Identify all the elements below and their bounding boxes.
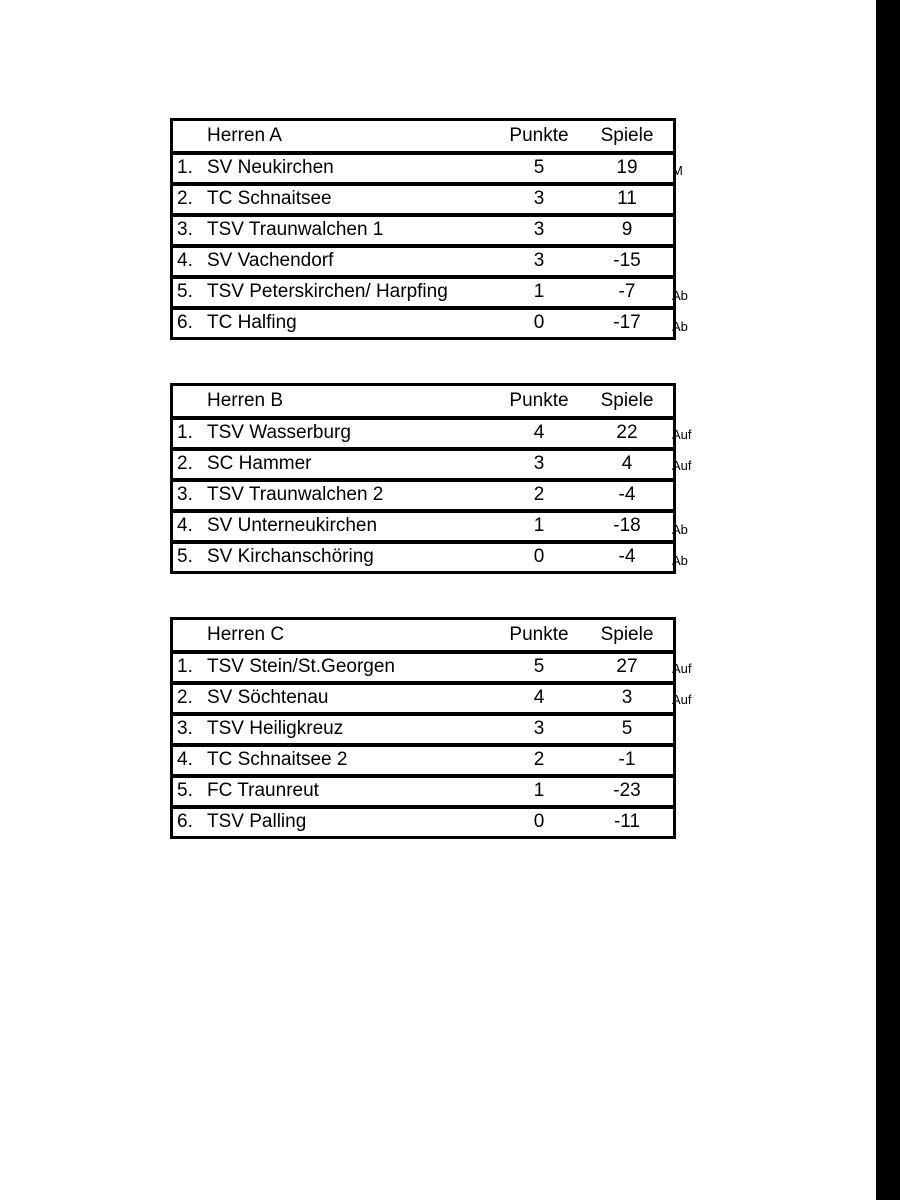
scan-edge xyxy=(876,0,900,1200)
table-row xyxy=(172,153,675,184)
team-name: SV Kirchanschöring xyxy=(207,542,497,573)
games: 5 xyxy=(581,714,675,745)
team-name: FC Traunreut xyxy=(207,776,497,807)
group-title: Herren C xyxy=(207,624,285,645)
team-name: TC Schnaitsee 2 xyxy=(207,745,497,776)
team-name: TC Schnaitsee xyxy=(207,184,497,215)
games-header: Spiele xyxy=(600,125,654,146)
status-marker: Ab xyxy=(672,522,688,537)
table-row xyxy=(172,807,675,838)
team-name: TC Halfing xyxy=(207,308,497,339)
games: 22 xyxy=(581,418,675,449)
points: 4 xyxy=(497,418,581,449)
table-row xyxy=(172,449,675,480)
team-name: SV Söchtenau xyxy=(207,683,497,714)
games: 4 xyxy=(581,449,675,480)
group-title: Herren B xyxy=(207,390,284,411)
status-marker: Auf xyxy=(672,427,692,442)
points: 2 xyxy=(497,480,581,511)
table-row xyxy=(172,745,675,776)
status-marker: Auf xyxy=(672,661,692,676)
rank: 3. xyxy=(172,480,208,511)
points: 1 xyxy=(497,511,581,542)
team-name: TSV Traunwalchen 1 xyxy=(207,215,497,246)
table-header xyxy=(172,619,675,652)
team-name: SV Neukirchen xyxy=(207,153,497,184)
rank: 1. xyxy=(172,652,208,683)
table-row xyxy=(172,776,675,807)
games: -15 xyxy=(581,246,675,277)
games: -7 xyxy=(581,277,675,308)
games: 11 xyxy=(581,184,675,215)
points: 1 xyxy=(497,277,581,308)
table-row xyxy=(172,652,675,683)
table-row xyxy=(172,511,675,542)
standings-table xyxy=(170,118,676,340)
rank: 2. xyxy=(172,683,208,714)
points: 3 xyxy=(497,449,581,480)
team-name: SC Hammer xyxy=(207,449,497,480)
rank: 1. xyxy=(172,153,208,184)
points: 3 xyxy=(497,215,581,246)
status-marker: Ab xyxy=(672,319,688,334)
points-header: Punkte xyxy=(509,390,569,411)
points-header: Punkte xyxy=(509,624,569,645)
status-marker: Ab xyxy=(672,288,688,303)
points: 0 xyxy=(497,542,581,573)
points: 5 xyxy=(497,652,581,683)
points: 0 xyxy=(497,807,581,838)
team-name: SV Vachendorf xyxy=(207,246,497,277)
table-row xyxy=(172,277,675,308)
rank: 4. xyxy=(172,745,208,776)
table-row xyxy=(172,683,675,714)
table-row xyxy=(172,215,675,246)
standings-table xyxy=(170,383,676,574)
table-row xyxy=(172,184,675,215)
games: 9 xyxy=(581,215,675,246)
rank: 5. xyxy=(172,776,208,807)
games: 19 xyxy=(581,153,675,184)
team-name: SV Unterneukirchen xyxy=(207,511,497,542)
rank: 4. xyxy=(172,246,208,277)
team-name: TSV Wasserburg xyxy=(207,418,497,449)
games: -11 xyxy=(581,807,675,838)
games: -4 xyxy=(581,542,675,573)
status-marker: Auf xyxy=(672,692,692,707)
rank: 2. xyxy=(172,184,208,215)
table-row xyxy=(172,714,675,745)
rank: 3. xyxy=(172,215,208,246)
points: 3 xyxy=(497,184,581,215)
points: 3 xyxy=(497,246,581,277)
rank: 3. xyxy=(172,714,208,745)
table-row xyxy=(172,542,675,573)
table-row xyxy=(172,308,675,339)
table-header xyxy=(172,120,675,153)
games: -18 xyxy=(581,511,675,542)
team-name: TSV Traunwalchen 2 xyxy=(207,480,497,511)
team-name: TSV Peterskirchen/ Harpfing xyxy=(207,277,497,308)
rank: 2. xyxy=(172,449,208,480)
games: 3 xyxy=(581,683,675,714)
points: 0 xyxy=(497,308,581,339)
standings-table xyxy=(170,617,676,839)
rank: 5. xyxy=(172,542,208,573)
rank: 6. xyxy=(172,308,208,339)
games: -23 xyxy=(581,776,675,807)
points: 5 xyxy=(497,153,581,184)
team-name: TSV Heiligkreuz xyxy=(207,714,497,745)
games: 27 xyxy=(581,652,675,683)
group-title: Herren A xyxy=(207,125,282,146)
table-row xyxy=(172,418,675,449)
standings-herren-b xyxy=(170,383,692,574)
status-marker: Auf xyxy=(672,458,692,473)
rank: 4. xyxy=(172,511,208,542)
table-row xyxy=(172,246,675,277)
team-name: TSV Palling xyxy=(207,807,497,838)
team-name: TSV Stein/St.Georgen xyxy=(207,652,497,683)
rank: 5. xyxy=(172,277,208,308)
points-header: Punkte xyxy=(509,125,569,146)
games-header: Spiele xyxy=(600,390,654,411)
games: -17 xyxy=(581,308,675,339)
points: 1 xyxy=(497,776,581,807)
games-header: Spiele xyxy=(600,624,654,645)
games: -4 xyxy=(581,480,675,511)
status-marker: M xyxy=(672,163,683,178)
rank: 6. xyxy=(172,807,208,838)
table-header xyxy=(172,385,675,418)
table-row xyxy=(172,480,675,511)
games: -1 xyxy=(581,745,675,776)
points: 4 xyxy=(497,683,581,714)
standings-herren-a xyxy=(170,118,688,340)
rank: 1. xyxy=(172,418,208,449)
points: 2 xyxy=(497,745,581,776)
status-marker: Ab xyxy=(672,553,688,568)
standings-herren-c xyxy=(170,617,692,839)
points: 3 xyxy=(497,714,581,745)
